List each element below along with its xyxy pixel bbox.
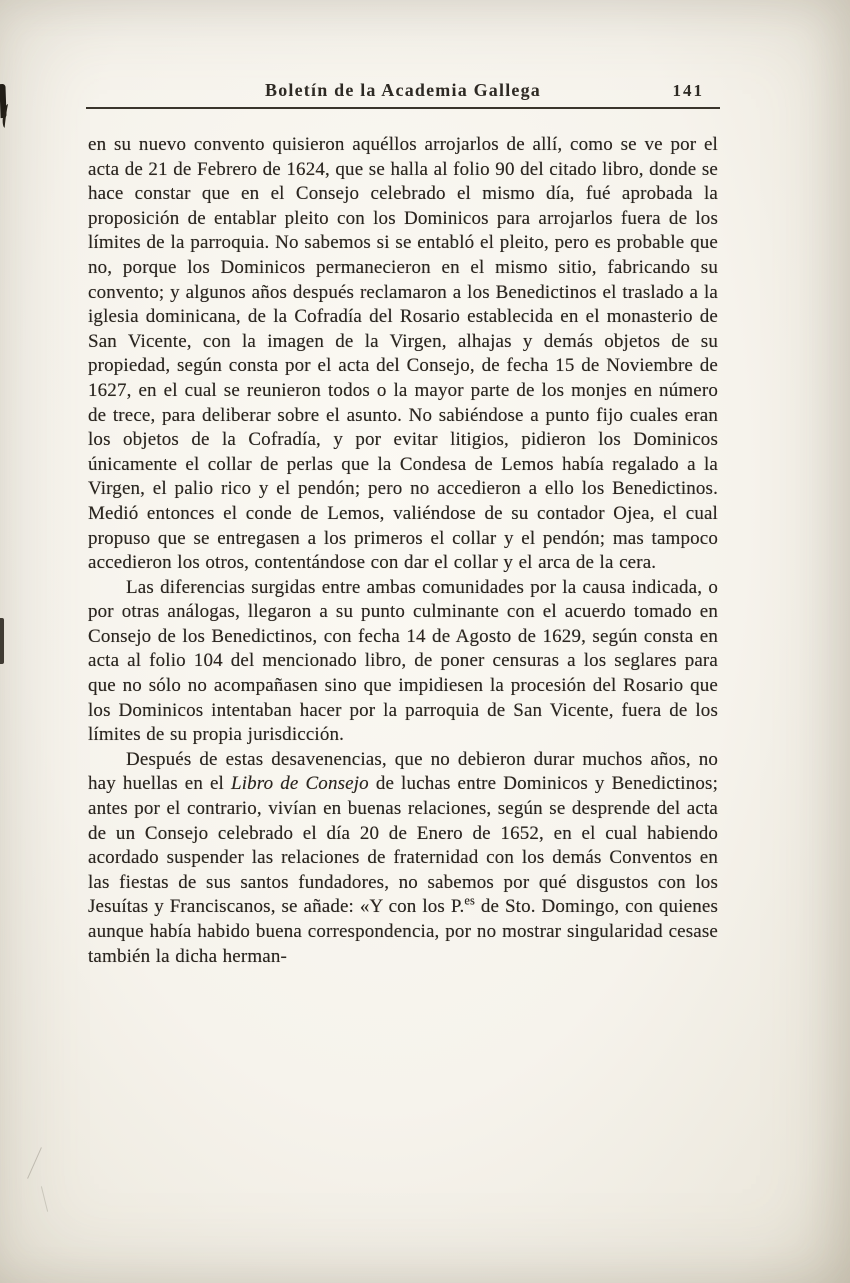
ink-smudge-middle bbox=[0, 618, 4, 664]
body-text bbox=[88, 133, 718, 969]
paragraph bbox=[88, 576, 718, 748]
text-run: Después de estas desavenencias, que no debieron durar muchos años, no hay huellas en el bbox=[88, 748, 718, 795]
text-run: es bbox=[464, 894, 475, 909]
paragraph bbox=[88, 133, 718, 576]
text-run: de luchas entre Dominicos y Benedictinos; antes por el contrario, vivían en buenas relaciones, según se desprende del acta de un Consejo celebrado el día 20 de Enero de 1652, en el cual habiendo acordado suspender las relaciones de fraternidad con los demás Conventos en las fiestas de sus santos fundadores, no sabemos por qué disgustos con los Jesuítas y Franciscanos, se añade: «Y con los P. bbox=[88, 773, 718, 918]
running-title: Boletín de la Academia Gallega bbox=[265, 80, 541, 100]
text-run: Libro de Consejo bbox=[230, 773, 369, 795]
paragraph bbox=[88, 748, 718, 969]
ink-smudge-top bbox=[0, 84, 7, 118]
page-number: 141 bbox=[672, 81, 704, 100]
header-rule bbox=[86, 107, 720, 109]
text-run: de Sto. Domingo, con quienes aunque había habido buena correspondencia, por no mostrar singularidad cesase también la dicha herman- bbox=[88, 896, 718, 967]
pencil-mark bbox=[27, 1147, 42, 1178]
pencil-mark bbox=[41, 1186, 48, 1211]
ink-hook-mark bbox=[1, 104, 11, 129]
page-header bbox=[88, 80, 718, 104]
text-run: Las diferencias surgidas entre ambas comunidades por la causa indicada, o por otras análogas, llegaron a su punto culminante con el acuerdo tomado en Consejo de los Benedictinos, con fecha 14 de Agosto de 1629, según consta en acta al folio 104 del mencionado libro, de poner censuras a los seglares para que no sólo no acompañasen sino que impidiesen la procesión del Rosario que los Dominicos intentaban hacer por la parroquia de San Vicente, fuera de los límites de su propia jurisdicción. bbox=[88, 576, 718, 746]
text-run: en su nuevo convento quisieron aquéllos arrojarlos de allí, como se ve por el acta de 21 de Febrero de 1624, que se halla al folio 90 del citado libro, donde se hace constar que en el Consejo celebrado el mismo día, fué aprobada la proposición de entablar pleito con los Dominicos para arrojarlos fuera de los límites de la parroquia. No sabemos si se entabló el pleito, pero es probable que no, porque los Dominicos permanecieron en el mismo sitio, fabricando su convento; y algunos años después reclamaron a los Benedictinos el traslado a la iglesia dominicana, de la Cofradía del Rosario establecida en el monasterio de San Vicente, con la imagen de la Virgen, alhajas y demás objetos de su propiedad, según consta por el acta del Consejo, de fecha 15 de Noviembre de 1627, en el cual se reunieron todos o la mayor parte de los monjes en número de trece, para deliberar sobre el asunto. No sabiéndose a punto fijo cuales eran los objetos de la Cofradía, y por evitar litigios, pidieron los Dominicos únicamente el collar de perlas que la Condesa de Lemos había regalado a la Virgen, el palio rico y el pendón; pero no accedieron a ello los Benedictinos. Medió entonces el conde de Lemos, valiéndose de su contador Ojea, el cual propuso que se entregasen a los primeros el collar y el pendón; mas tampoco accedieron los otros, contentándose con dar el collar y el arca de la cera. bbox=[88, 134, 718, 574]
